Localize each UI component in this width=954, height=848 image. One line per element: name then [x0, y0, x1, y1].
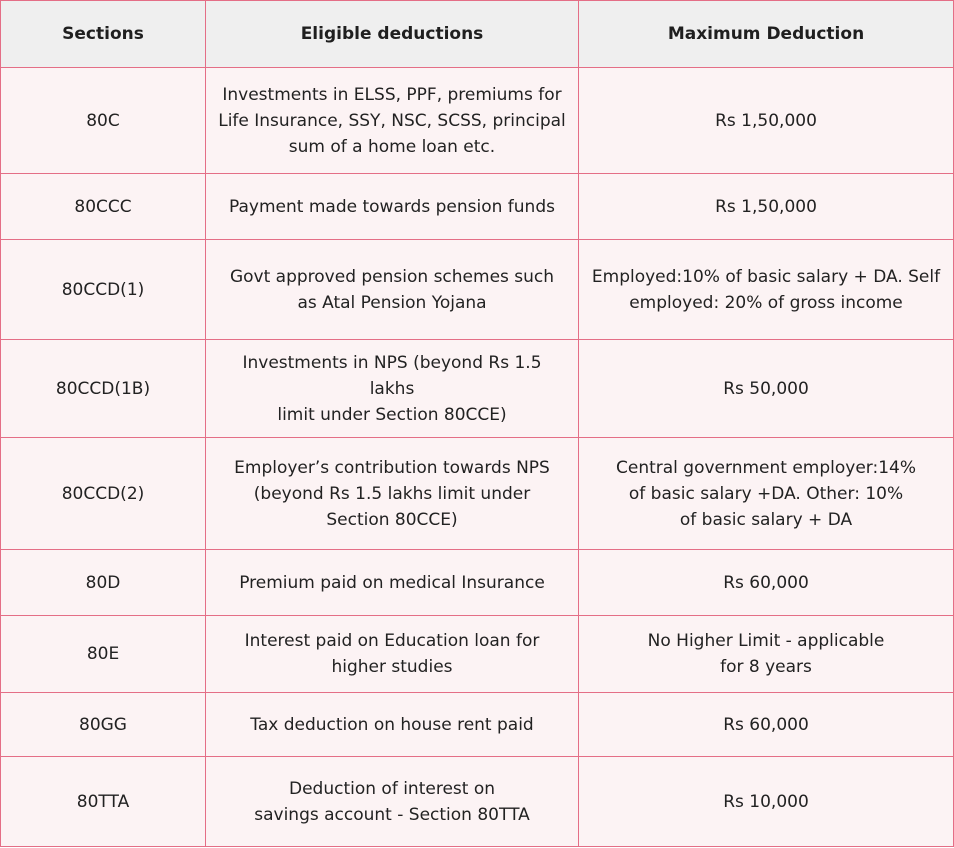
maximum-cell [579, 693, 954, 757]
eligible-text: Deduction of interest on savings account - Section 80TTA [254, 778, 530, 825]
maximum-cell [579, 68, 954, 174]
eligible-cell [206, 68, 579, 174]
maximum-text: Rs 60,000 [723, 572, 809, 593]
section-text: 80CCD(2) [61, 483, 145, 504]
maximum-text: Rs 10,000 [723, 791, 809, 812]
eligible-text: Premium paid on medical Insurance [239, 572, 545, 593]
eligible-cell [206, 340, 579, 438]
eligible-cell [206, 693, 579, 757]
table-row [1, 693, 954, 757]
header-eligible-deductions: Eligible deductions [206, 1, 579, 68]
table-row [1, 616, 954, 693]
table-body [1, 68, 954, 847]
eligible-text: Investments in NPS (beyond Rs 1.5 lakhs limit under Section 80CCE) [242, 352, 542, 425]
maximum-text: Rs 60,000 [723, 714, 809, 735]
maximum-cell [579, 174, 954, 240]
maximum-text: Employed:10% of basic salary + DA. Self employed: 20% of gross income [591, 266, 941, 313]
eligible-cell [206, 240, 579, 340]
section-text: 80D [85, 572, 121, 593]
eligible-text: Govt approved pension schemes such as Atal Pension Yojana [229, 266, 555, 313]
section-cell [1, 240, 206, 340]
section-cell [1, 550, 206, 616]
section-cell [1, 340, 206, 438]
section-text: 80TTA [76, 791, 130, 812]
eligible-text: Tax deduction on house rent paid [250, 714, 534, 735]
table-header [1, 1, 954, 68]
eligible-cell [206, 757, 579, 847]
table-row [1, 438, 954, 550]
table-row [1, 240, 954, 340]
eligible-cell [206, 438, 579, 550]
header-row [1, 1, 954, 68]
section-cell [1, 68, 206, 174]
section-text: 80CCD(1) [61, 279, 145, 300]
eligible-cell [206, 174, 579, 240]
section-text: 80GG [79, 714, 127, 735]
maximum-cell [579, 757, 954, 847]
eligible-text: Employer’s contribution towards NPS (beyond Rs 1.5 lakhs limit under Section 80CCE) [234, 457, 550, 530]
section-cell [1, 757, 206, 847]
eligible-text: Investments in ELSS, PPF, premiums for Life Insurance, SSY, NSC, SCSS, principal sum of a home loan etc. [218, 84, 566, 157]
header-sections: Sections [1, 1, 206, 68]
maximum-cell [579, 240, 954, 340]
maximum-cell [579, 550, 954, 616]
header-maximum-deduction: Maximum Deduction [579, 1, 954, 68]
table-row [1, 757, 954, 847]
section-text: 80C [86, 110, 120, 131]
section-cell [1, 693, 206, 757]
eligible-cell [206, 550, 579, 616]
maximum-cell [579, 438, 954, 550]
table-row [1, 550, 954, 616]
section-cell [1, 616, 206, 693]
maximum-text: No Higher Limit - applicable for 8 years [647, 631, 885, 677]
section-text: 80CCC [74, 196, 132, 217]
eligible-text: Payment made towards pension funds [229, 196, 555, 217]
section-cell [1, 438, 206, 550]
table-row [1, 68, 954, 174]
eligible-cell [206, 616, 579, 693]
eligible-text: Interest paid on Education loan for higher studies [244, 631, 540, 677]
table-row [1, 174, 954, 240]
table-row [1, 340, 954, 438]
maximum-text: Central government employer:14% of basic salary +DA. Other: 10% of basic salary + DA [616, 457, 916, 530]
section-text: 80CCD(1B) [55, 378, 151, 399]
section-text: 80E [86, 644, 120, 664]
maximum-cell [579, 340, 954, 438]
maximum-text: Rs 50,000 [723, 378, 809, 399]
maximum-text: Rs 1,50,000 [715, 110, 817, 131]
maximum-text: Rs 1,50,000 [715, 196, 817, 217]
section-cell [1, 174, 206, 240]
maximum-cell [579, 616, 954, 693]
